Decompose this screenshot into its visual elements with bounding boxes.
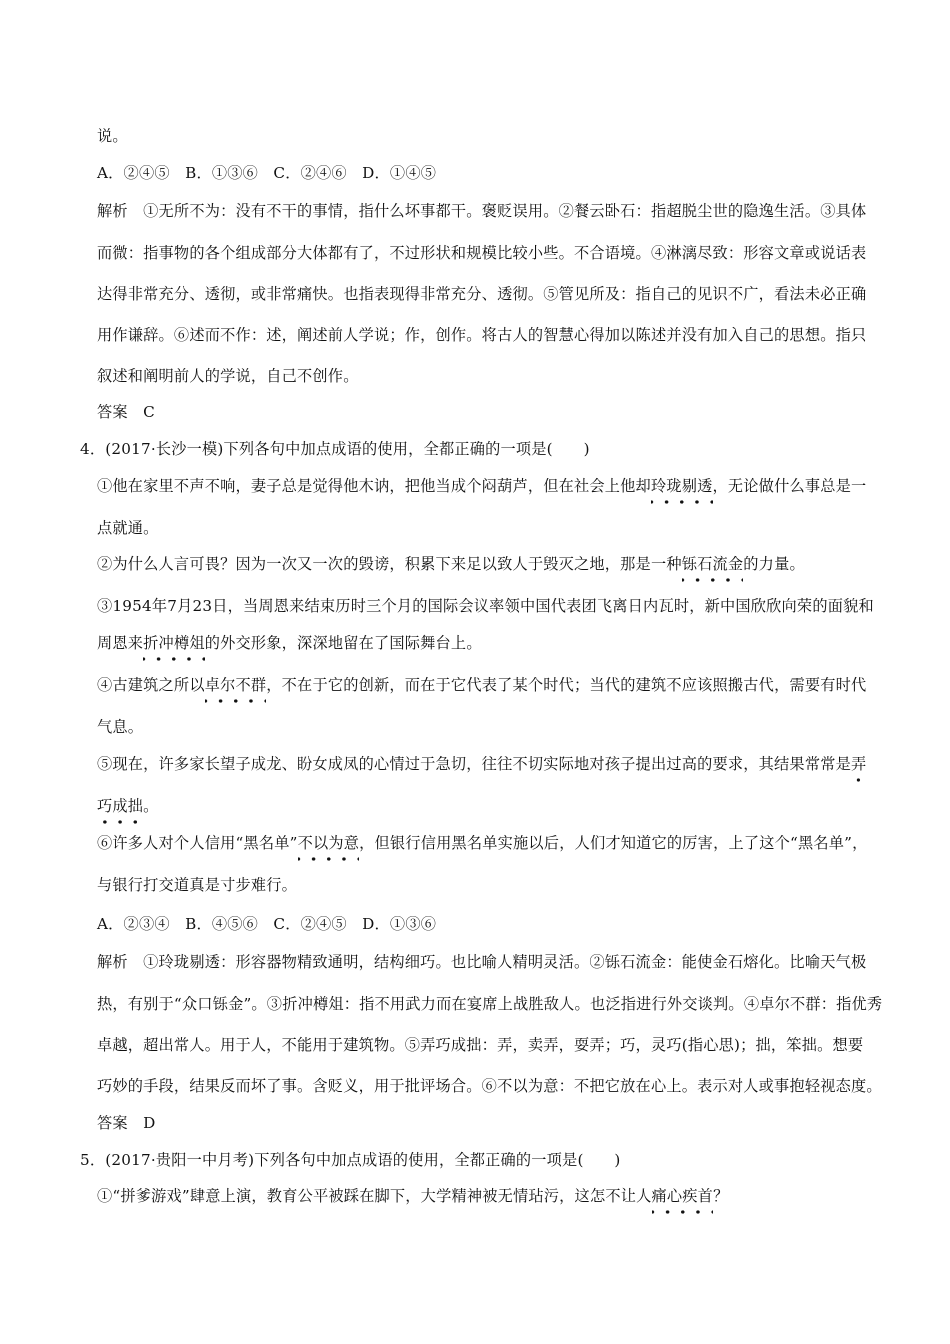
q3-analysis-line: 达得非常充分、透彻，或非常痛快。也指表现得非常充分、透彻。⑤管见所及：指自己的见识不广，看法未必正确 — [97, 285, 867, 303]
q3-answer: 答案 C — [97, 403, 155, 421]
q4-stem: 4．(2017·长沙一模)下列各句中加点成语的使用，全都正确的一项是( ) — [80, 440, 590, 458]
q4-sentence-2: ②为什么人言可畏？因为一次又一次的毁谤，积累下来足以致人于毁灭之地，那是一种铄石流金的力量。 — [97, 555, 805, 573]
q4-analysis-line: 热，有别于“众口铄金”。③折冲樽俎：指不用武力而在宴席上战胜敌人。也泛指进行外交谈判。④卓尔不群：指优秀 — [97, 995, 883, 1013]
q4-sentence-3-cont: 周恩来折冲樽俎的外交形象，深深地留在了国际舞台上。 — [97, 634, 482, 652]
q3-analysis-line: 解析 ①无所不为：没有不干的事情，指什么坏事都干。褒贬误用。②餐云卧石：指超脱尘世的隐逸生活。③具体 — [97, 202, 867, 220]
q3-analysis-line: 而微：指事物的各个组成部分大体都有了，不过形状和规模比较小些。不合语境。④淋漓尽致：形容文章或说话表 — [97, 244, 867, 262]
q5-stem: 5．(2017·贵阳一中月考)下列各句中加点成语的使用，全都正确的一项是( ) — [80, 1151, 621, 1169]
q4-sentence-4-cont: 气息。 — [97, 718, 144, 736]
q4-analysis-line: 卓越，超出常人。用于人，不能用于建筑物。⑤弄巧成拙：弄，卖弄，耍弄；巧，灵巧(指心思)；拙，笨拙。想要 — [97, 1036, 864, 1054]
q4-dotted-idiom: 巧成拙 — [97, 797, 144, 815]
q3-analysis-line: 用作谦辞。⑥述而不作：述，阐述前人学说；作，创作。将古人的智慧心得加以陈述并没有加入自己的思想。指只 — [97, 326, 867, 344]
q4-dotted-idiom: 折冲樽俎 — [143, 634, 205, 652]
q4-sentence-1-cont: 点就通。 — [97, 519, 159, 537]
q4-sentence-5-cont: 巧成拙。 — [97, 797, 159, 815]
q3-analysis-line: 叙述和阐明前人的学说，自己不创作。 — [97, 367, 359, 385]
q5-sentence-1: ①“拼爹游戏”肆意上演，教育公平被踩在脚下，大学精神被无情玷污，这怎不让人痛心疾首？ — [97, 1187, 729, 1205]
q4-dotted-idiom: 卓尔不群 — [204, 676, 267, 694]
q4-sentence-1: ①他在家里不声不响，妻子总是觉得他木讷，把他当成个闷葫芦，但在社会上他却玲珑剔透，无论做什么事总是一 — [97, 477, 867, 495]
q4-answer: 答案 D — [97, 1114, 156, 1132]
q4-options: A．②③④ B．④⑤⑥ C．②④⑤ D．①③⑥ — [97, 915, 437, 933]
q5-dotted-idiom: 痛心疾首 — [651, 1187, 714, 1205]
q4-sentence-6: ⑥许多人对个人信用“黑名单”不以为意，但银行信用黑名单实施以后，人们才知道它的厉害，上了这个“黑名单”， — [97, 834, 868, 852]
q4-dotted-idiom: 铄石流金 — [681, 555, 744, 573]
q3-options: A．②④⑤ B．①③⑥ C．②④⑥ D．①④⑤ — [97, 164, 437, 182]
q3-stem-tail: 说。 — [97, 127, 128, 145]
q4-sentence-4: ④古建筑之所以卓尔不群，不在于它的创新，而在于它代表了某个时代；当代的建筑不应该照搬古代，需要有时代 — [97, 676, 867, 694]
q4-dotted-idiom: 玲珑剔透 — [650, 477, 713, 495]
q4-analysis-line: 巧妙的手段，结果反而坏了事。含贬义，用于批评场合。⑥不以为意：不把它放在心上。表示对人或事抱轻视态度。 — [97, 1077, 882, 1095]
q4-sentence-6-cont: 与银行打交道真是寸步难行。 — [97, 876, 298, 894]
q4-sentence-3: ③1954年7月23日，当周恩来结束历时三个月的国际会议率领中国代表团飞离日内瓦时，新中国欣欣向荣的面貌和 — [97, 597, 874, 615]
q4-dotted-idiom: 弄 — [851, 755, 867, 773]
q4-dotted-idiom: 不以为意 — [297, 834, 360, 852]
q4-analysis-line: 解析 ①玲珑剔透：形容器物精致通明，结构细巧。也比喻人精明灵活。②铄石流金：能使金石熔化。比喻天气极 — [97, 953, 867, 971]
q4-sentence-5: ⑤现在，许多家长望子成龙、盼女成凤的心情过于急切，往往不切实际地对孩子提出过高的要求，其结果常常是弄 — [97, 755, 867, 773]
